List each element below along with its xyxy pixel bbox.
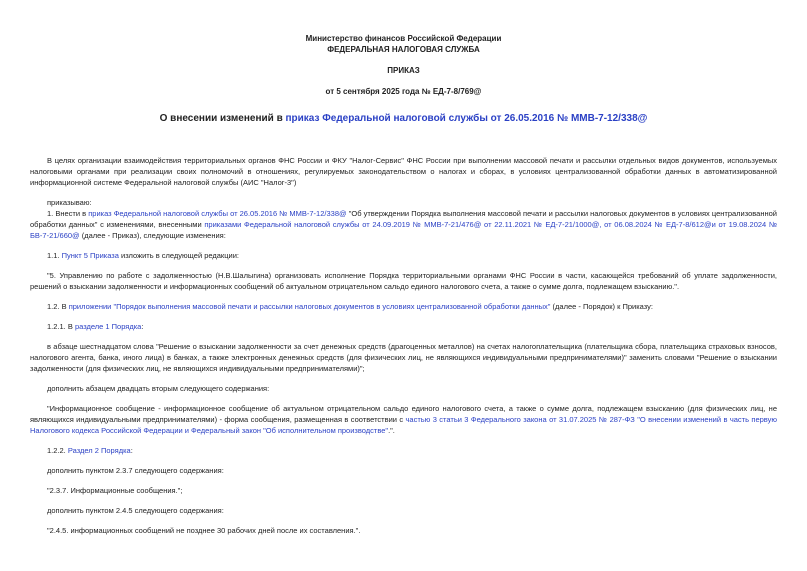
paragraph: [30, 525, 777, 536]
document-link[interactable]: разделе 1 Порядка: [74, 322, 142, 331]
paragraph: [30, 250, 777, 261]
document-link[interactable]: "О внесении изменений в часть первую Налогового кодекса Российской Федерации и Федеральный закон "Об исполнительном производстве": [30, 415, 778, 435]
document-type: ПРИКАЗ: [387, 66, 420, 75]
document-title: [30, 113, 777, 125]
paragraph-text: дополнить пунктом 2.4.5 следующего содержания:: [47, 506, 224, 515]
title-text: О внесении изменений в: [159, 113, 286, 124]
paragraph-text: :: [141, 322, 144, 331]
paragraph-text: дополнить абзацем двадцать вторым следующего содержания:: [47, 384, 270, 393]
paragraph-text: .".: [388, 426, 395, 435]
paragraph: [30, 321, 777, 332]
agency-name: ФЕДЕРАЛЬНАЯ НАЛОГОВАЯ СЛУЖБА: [327, 45, 480, 54]
ministry-name: Министерство финансов Российской Федерации: [305, 34, 502, 43]
paragraph-text: 1.1.: [47, 251, 62, 260]
paragraph: [30, 465, 777, 476]
paragraph-text: дополнить пунктом 2.3.7 следующего содержания:: [47, 466, 224, 475]
paragraph-text: (далее - Порядок) к Приказу:: [550, 302, 653, 311]
document-link[interactable]: Раздел 2 Порядка: [67, 446, 131, 455]
paragraph-text: 1.2. В: [47, 302, 69, 311]
paragraph: [30, 197, 777, 208]
paragraph-text: В целях организации взаимодействия территориальных органов ФНС России и ФКУ "Налог-Сервис" ФНС России при выполнении массовой печати и рассылки отдельных видов документов, используемых налоговыми органами при реализации своих полномочий в отношениях, регулируемых законодательством о налогах и сборах, в условиях централизованной обработки данных в автоматизированной информационной системе Федеральной налоговой службы (АИС "Налог-3"): [30, 156, 777, 187]
paragraph-text: "2.4.5. информационных сообщений не позднее 30 рабочих дней после их составления.".: [47, 526, 361, 535]
document-date-number: от 5 сентября 2025 года № ЕД-7-8/769@: [325, 87, 482, 96]
paragraph: [30, 208, 777, 241]
paragraph: [30, 270, 777, 292]
document-link[interactable]: приказ Федеральной налоговой службы от 26.05.2016 № ММВ-7-12/338@: [88, 209, 347, 218]
paragraph: [30, 445, 777, 456]
paragraph-text: 1. Внести в: [47, 209, 89, 218]
document-link[interactable]: приложении "Порядок выполнения массовой печати и рассылки налоговых документов в условиях централизованной обработки данных": [68, 302, 551, 311]
paragraph-text: :: [130, 446, 133, 455]
paragraph-text: (далее - Приказ), следующие изменения:: [79, 231, 226, 240]
document-body: [30, 155, 777, 536]
paragraph-text: "5. Управлению по работе с задолженностью (Н.В.Шалыгина) организовать исполнение Порядка территориальными органами ФНС России в части, касающейся требований об уплате задолженности, решений о взыскании задолженности и информационных сообщений об актуальном отрицательном сальдо единого налогового счета, а также о сумме долга, подлежащем взысканию.".: [30, 271, 777, 291]
paragraph: [30, 485, 777, 496]
paragraph: [30, 383, 777, 394]
paragraph: [30, 403, 777, 436]
document-link[interactable]: приказ Федеральной налоговой службы от 26.05.2016 № ММВ-7-12/338@: [285, 113, 648, 124]
paragraph-text: изложить в следующей редакции:: [118, 251, 239, 260]
document-header: [30, 33, 777, 97]
document-link[interactable]: частью 3 статьи 3 Федерального закона от 31.07.2025 № 287-ФЗ: [405, 415, 635, 424]
paragraph-text: "Информационное сообщение - информационное сообщение об актуальном отрицательном сальдо единого налогового счета, а также о сумме долга, подлежащем взысканию (для физических лиц, не являющихся индивидуальными предпринимателями) - форма сообщения, размещенная в соответствии с: [30, 404, 777, 424]
paragraph: [30, 341, 777, 374]
paragraph: [30, 301, 777, 312]
paragraph-text: 1.2.2.: [47, 446, 68, 455]
paragraph: [30, 155, 777, 188]
paragraph: [30, 505, 777, 516]
paragraph-text: "2.3.7. Информационные сообщения.";: [47, 486, 183, 495]
paragraph-text: "Об утверждении Порядка выполнения массовой печати и рассылки налоговых документов в условиях централизованной обработки данных" с изменениями, внесенными: [30, 209, 777, 229]
document-link[interactable]: Пункт 5 Приказа: [61, 251, 119, 260]
paragraph-text: 1.2.1. В: [47, 322, 75, 331]
document-link[interactable]: приказами Федеральной налоговой службы от 24.09.2019 № ММВ-7-21/476@ от 22.11.2021 № ЕД-7-21/1000@, от 06.08.2024 № ЕД-7-8/612@и от 19.08.2024 № БВ-7-21/660@: [30, 220, 777, 240]
paragraph-text: в абзаце шестнадцатом слова "Решение о взыскании задолженности за счет денежных средств (драгоценных металлов) на счетах налогоплательщика (плательщика сбора, плательщика страховых взносов, налогового агента, банка, иного лица) в банках, а также электронных денежных средств (для физических лиц, не являющихся индивидуальными предпринимателями)" заменить словами "Решение о взыскании задолженности (для физических лиц, не являющихся индивидуальными предпринимателями)";: [30, 342, 777, 373]
paragraph-text: приказываю:: [47, 198, 92, 207]
